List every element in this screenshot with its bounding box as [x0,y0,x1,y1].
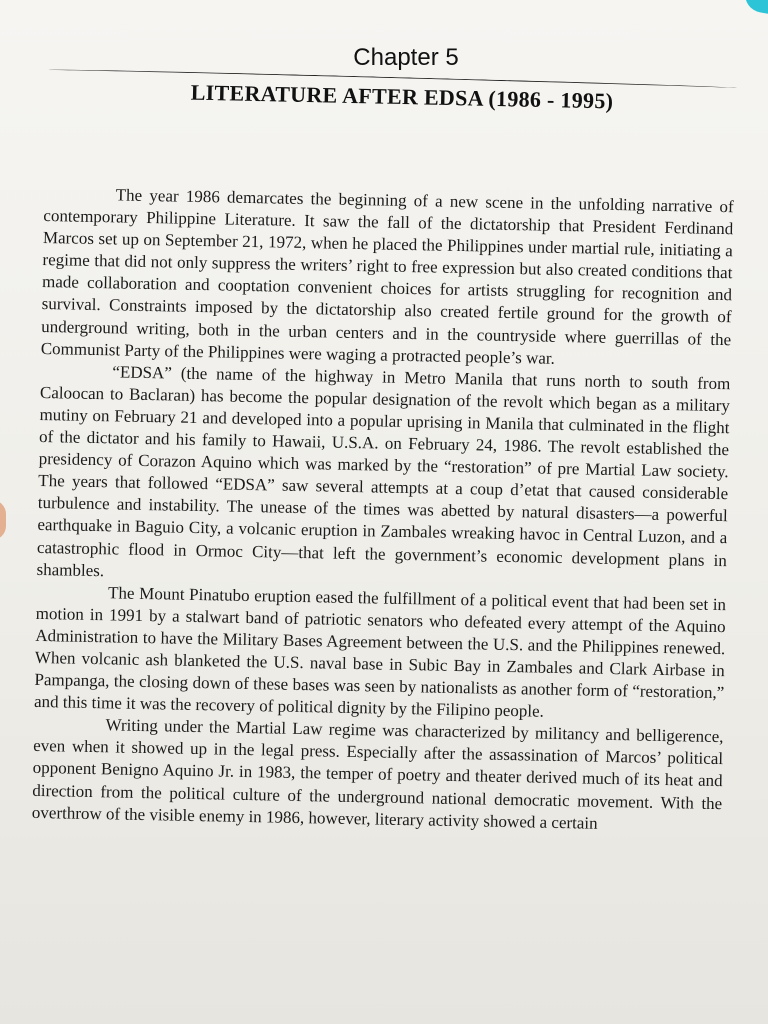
paragraph-2: “EDSA” (the name of the highway in Metro Manila that runs north to south from Caloocan to Baclaran) has become the popular designation of the revolt which began as a military mutiny on February 21 and developed into a popular uprising in Manila that culminated in the flight of the dictator and his family to Hawaii, U.S.A. on February 24, 1986. The revolt established the presidency of Corazon Aquino which was marked by the “restoration” of pre Martial Law society. The years that followed “EDSA” saw several attempts at a coup d’etat that caused considerable turbulence and instability. The unease of the times was abetted by natural disasters—a powerful earthquake in Baguio City, a volcanic eruption in Zambales wreaking havoc in Central Luzon, and a catastrophic flood in Ormoc City—that left the government’s economic development plans in shambles. [36,362,731,580]
corner-decoration [742,0,768,14]
body-text [32,183,734,837]
chapter-label: Chapter 5 [353,44,459,71]
paragraph-3: The Mount Pinatubo eruption eased the fulfillment of a political event that had been set in motion in 1991 by a stalwart band of patriotic senators who defeated every attempt of the Aquino Administration to have the Military Bases Agreement between the U.S. and the Philippines renewed. When volcanic ash blanketed the U.S. naval base in Subic Bay in Zambales and Clark Airbase in Pampanga, the closing down of these bases was seen by nationalists as another form of “restoration,” and this time it was the recovery of political dignity by the Filipino people. [33,582,727,721]
paragraph-4: Writing under the Martial Law regime was characterized by militancy and belligerence, even when it showed up in the legal press. Especially after the assassination of Marcos’ political opponent Benigno Aquino Jr. in 1983, the temper of poetry and theater derived much of its heat and direction from the political culture of the underground national democratic movement. With the overthrow of the visible enemy in 1986, however, literary activity showed a certain [31,715,724,833]
paragraph-1: The year 1986 demarcates the beginning of a new scene in the unfolding narrative of contemporary Philippine Literature. It saw the fall of the dictatorship that President Ferdinand Marcos set up on September 21, 1972, when he placed the Philippines under martial rule, initiating a regime that did not only suppress the writers’ right to free expression but also created conditions that made collaboration and cooptation convenient choices for artists struggling for recognition and survival. Constraints imposed by the dictatorship also created fertile ground for the growth of underground writing, both in the urban centers and in the countryside where guerrillas of the Communist Party of the Philippines were waging a protracted people’s war. [40,185,734,368]
section-title: LITERATURE AFTER EDSA (1986 - 1995) [190,79,614,114]
edge-decoration [0,500,6,540]
